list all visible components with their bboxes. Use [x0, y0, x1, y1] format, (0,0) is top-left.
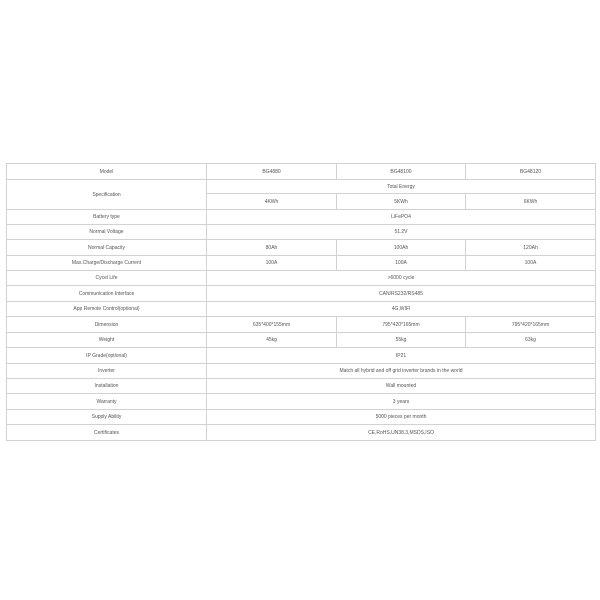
weight-value-2: 55kg	[337, 333, 466, 348]
current-value-3: 100A	[466, 256, 596, 271]
row-communication	[7, 286, 596, 302]
row-max-current	[7, 256, 596, 271]
certificates-value: CE,RoHS,UN38.3,MSDS,ISO	[207, 425, 596, 441]
row-certificates	[7, 425, 596, 441]
app-remote-label: App Remote Control(optional)	[7, 302, 207, 317]
row-installation	[7, 379, 596, 394]
normal-voltage-value: 51.2V	[207, 225, 596, 240]
current-value-1: 100A	[207, 256, 337, 271]
row-normal-capacity	[7, 240, 596, 256]
capacity-value-2: 100Ah	[337, 240, 466, 256]
certificates-label: Certificates	[7, 425, 207, 441]
dimension-value-3: 795*420*165mm	[466, 317, 596, 333]
row-ip-grade	[7, 348, 596, 364]
capacity-value-1: 80Ah	[207, 240, 337, 256]
row-specification	[7, 180, 596, 194]
cycle-life-label: Cycel Life	[7, 271, 207, 286]
row-dimension	[7, 317, 596, 333]
battery-type-label: Battery type	[7, 210, 207, 225]
dimension-value-1: 635*400*155mm	[207, 317, 337, 333]
battery-type-value: LiFePO4	[207, 210, 596, 225]
row-weight	[7, 333, 596, 348]
total-energy-header: Total Energy	[207, 180, 596, 194]
dimension-value-2: 795*420*165mm	[337, 317, 466, 333]
specification-label: Specification	[7, 180, 207, 210]
weight-value-3: 63kg	[466, 333, 596, 348]
max-current-label: Max.Charge/Discharge Current	[7, 256, 207, 271]
row-app-remote	[7, 302, 596, 317]
energy-value-2: 5KWh	[337, 194, 466, 210]
supply-ability-value: 5000 pieces per month	[207, 410, 596, 425]
ip-grade-label: IP Grade(optional)	[7, 348, 207, 364]
model-label: Model	[7, 164, 207, 180]
weight-label: Weight	[7, 333, 207, 348]
weight-value-1: 45kg	[207, 333, 337, 348]
normal-voltage-label: Normal Voltage	[7, 225, 207, 240]
supply-ability-label: Supply Ability	[7, 410, 207, 425]
energy-value-1: 4KWh	[207, 194, 337, 210]
communication-value: CAN/RS232/RS485	[207, 286, 596, 302]
cycle-life-value: >6000 cycle	[207, 271, 596, 286]
inverter-label: Inverter	[7, 364, 207, 379]
energy-value-3: 6KWh	[466, 194, 596, 210]
row-inverter	[7, 364, 596, 379]
installation-label: Installation	[7, 379, 207, 394]
row-warranty	[7, 394, 596, 410]
row-battery-type	[7, 210, 596, 225]
inverter-value: Match all hybrid and off grid inverter brands in the world	[207, 364, 596, 379]
row-normal-voltage	[7, 225, 596, 240]
app-remote-value: 4G,WIFI	[207, 302, 596, 317]
current-value-2: 100A	[337, 256, 466, 271]
installation-value: Wall mounted	[207, 379, 596, 394]
communication-label: Communication Interface	[7, 286, 207, 302]
row-model	[7, 164, 596, 180]
capacity-value-3: 120Ah	[466, 240, 596, 256]
spec-table	[6, 163, 596, 441]
ip-grade-value: IP21	[207, 348, 596, 364]
model-value-1: BG4880	[207, 164, 337, 180]
dimension-label: Dimension	[7, 317, 207, 333]
model-value-2: BG48100	[337, 164, 466, 180]
model-value-3: BG48120	[466, 164, 596, 180]
normal-capacity-label: Normal Capacity	[7, 240, 207, 256]
warranty-value: 3 years	[207, 394, 596, 410]
warranty-label: Warranty	[7, 394, 207, 410]
row-cycle-life	[7, 271, 596, 286]
row-supply-ability	[7, 410, 596, 425]
